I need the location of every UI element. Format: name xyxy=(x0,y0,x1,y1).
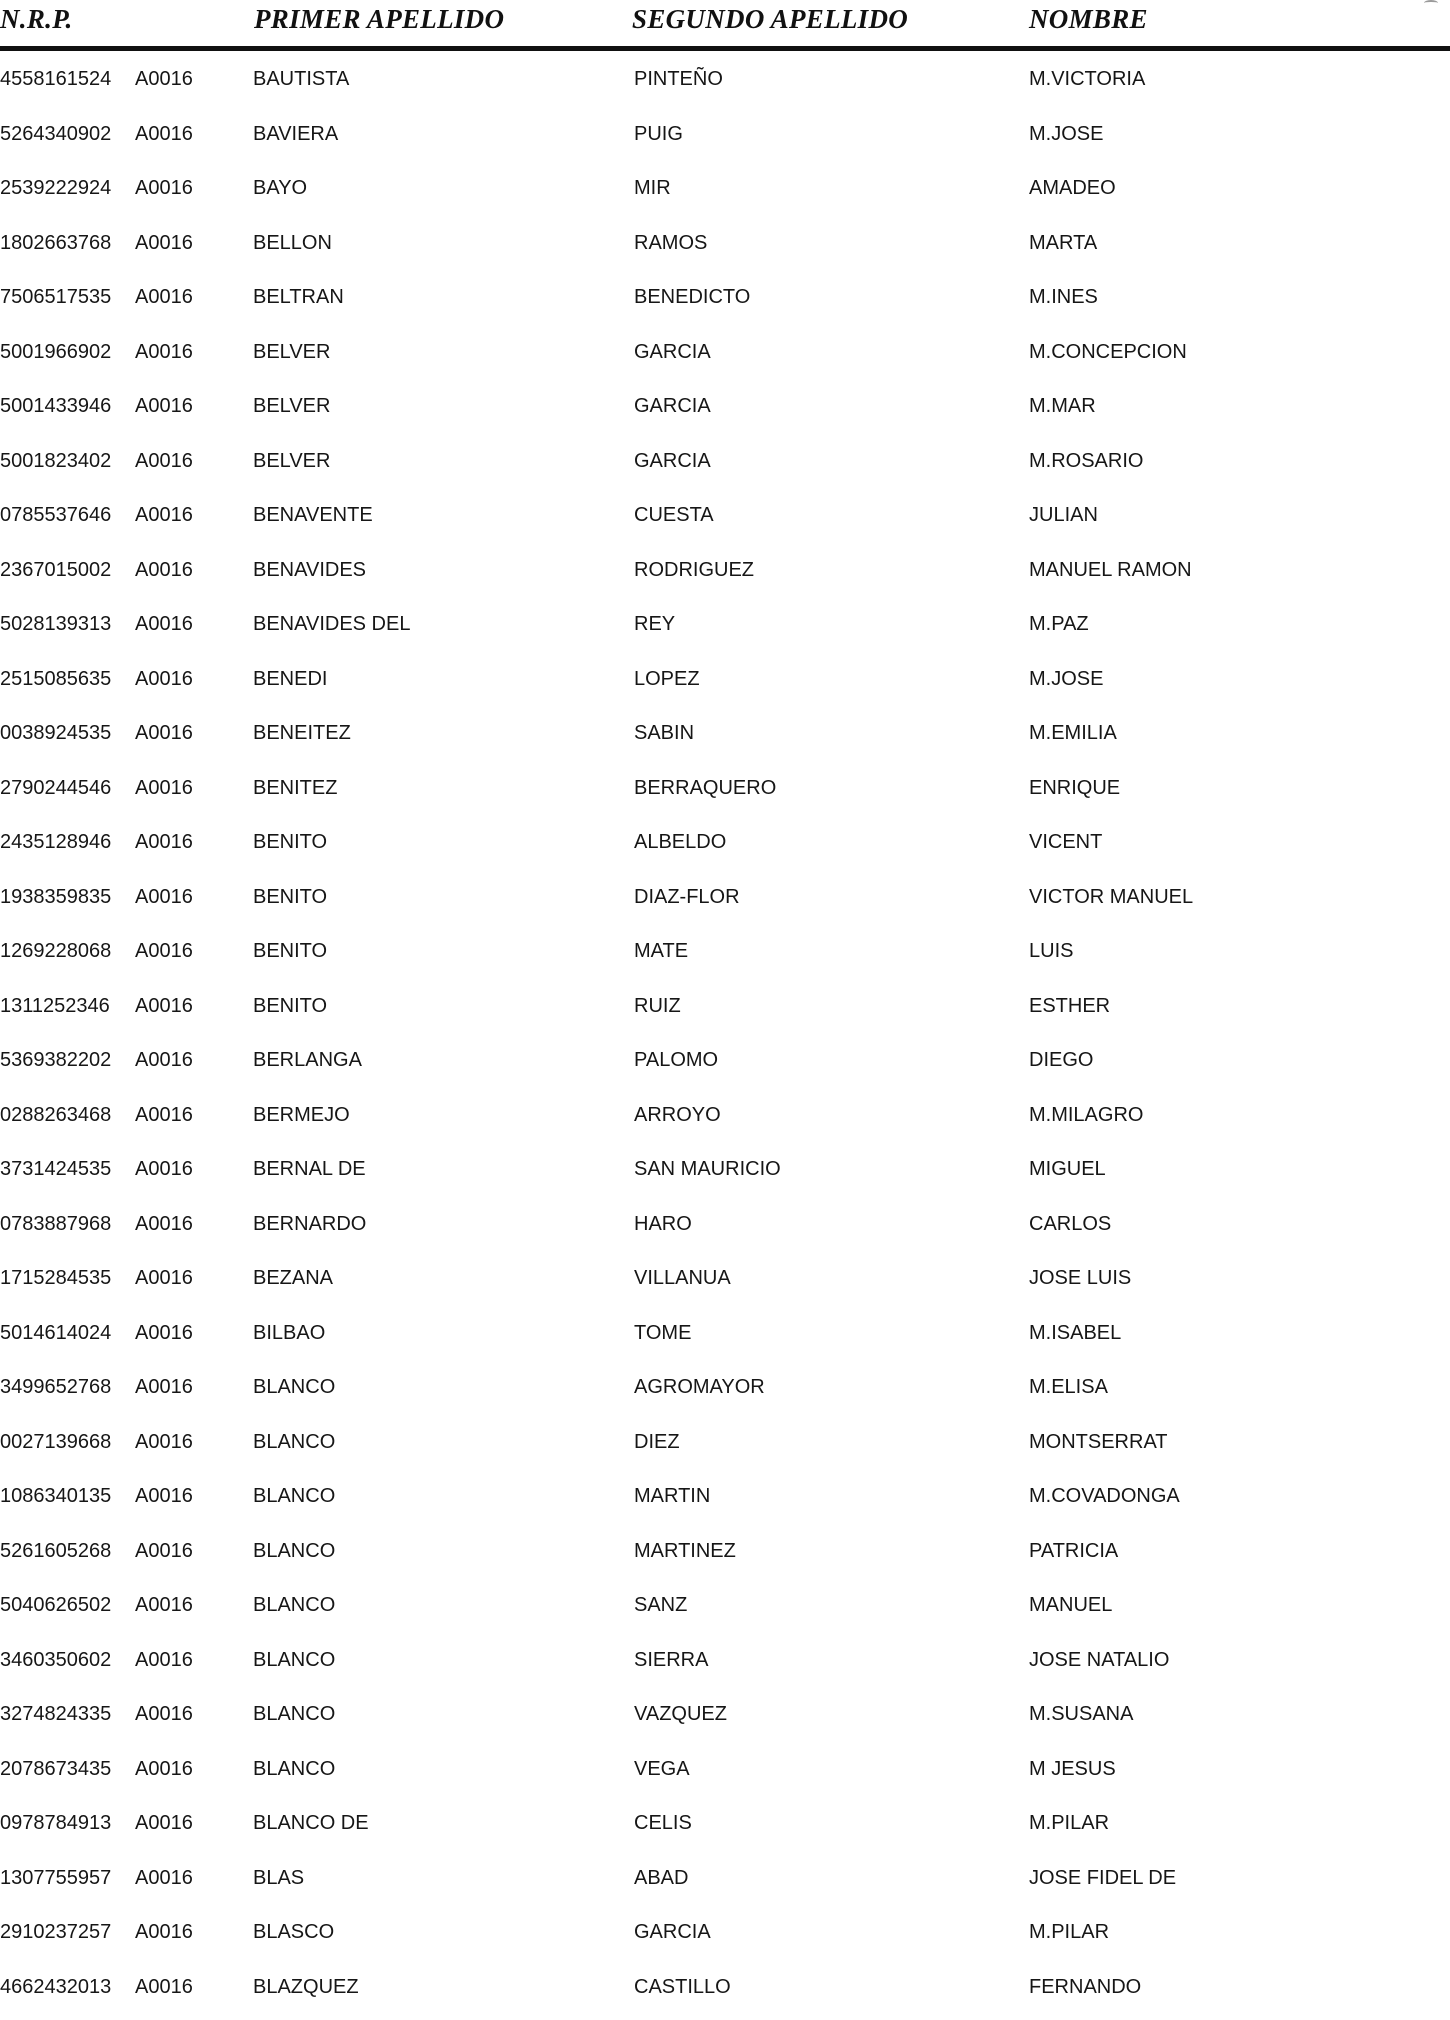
table-row xyxy=(0,1094,1450,1149)
segundo-apellido-cell: CUESTA xyxy=(634,494,714,536)
segundo-apellido-cell: ALBELDO xyxy=(634,821,726,863)
table-row xyxy=(0,1366,1450,1421)
header-primer-apellido: PRIMER APELLIDO xyxy=(254,4,504,35)
nrp-cell: 3499652768 xyxy=(0,1366,111,1408)
segundo-apellido-cell: HARO xyxy=(634,1203,692,1245)
nombre-cell: M.JOSE xyxy=(1029,658,1103,700)
nrp-cell: 1802663768 xyxy=(0,222,111,264)
nrp-cell: 1307755957 xyxy=(0,1857,111,1899)
code-cell: A0016 xyxy=(135,1639,193,1681)
code-cell: A0016 xyxy=(135,603,193,645)
code-cell: A0016 xyxy=(135,985,193,1027)
nrp-cell: 5001823402 xyxy=(0,440,111,482)
code-cell: A0016 xyxy=(135,167,193,209)
nrp-cell: 5369382202 xyxy=(0,1039,111,1081)
nombre-cell: JOSE LUIS xyxy=(1029,1257,1131,1299)
nrp-cell: 2367015002 xyxy=(0,549,111,591)
scan-mark xyxy=(1424,0,1438,6)
nrp-cell: 1938359835 xyxy=(0,876,111,918)
primer-apellido-cell: BLANCO xyxy=(253,1693,335,1735)
segundo-apellido-cell: GARCIA xyxy=(634,440,711,482)
primer-apellido-cell: BLANCO xyxy=(253,1748,335,1790)
segundo-apellido-cell: PUIG xyxy=(634,113,683,155)
code-cell: A0016 xyxy=(135,1148,193,1190)
table-row xyxy=(0,1421,1450,1476)
primer-apellido-cell: BENITO xyxy=(253,876,327,918)
nombre-cell: MONTSERRAT xyxy=(1029,1421,1168,1463)
segundo-apellido-cell: GARCIA xyxy=(634,331,711,373)
nombre-cell: ENRIQUE xyxy=(1029,767,1120,809)
table-row xyxy=(0,712,1450,767)
code-cell: A0016 xyxy=(135,1366,193,1408)
table-row xyxy=(0,1802,1450,1857)
segundo-apellido-cell: CASTILLO xyxy=(634,1966,731,2008)
table-row xyxy=(0,385,1450,440)
nrp-cell: 2790244546 xyxy=(0,767,111,809)
code-cell: A0016 xyxy=(135,331,193,373)
nombre-cell: MARTA xyxy=(1029,222,1097,264)
code-cell: A0016 xyxy=(135,767,193,809)
code-cell: A0016 xyxy=(135,494,193,536)
segundo-apellido-cell: VAZQUEZ xyxy=(634,1693,727,1735)
segundo-apellido-cell: VEGA xyxy=(634,1748,690,1790)
code-cell: A0016 xyxy=(135,1257,193,1299)
nrp-cell: 3731424535 xyxy=(0,1148,111,1190)
primer-apellido-cell: BLANCO xyxy=(253,1530,335,1572)
primer-apellido-cell: BLANCO xyxy=(253,1639,335,1681)
primer-apellido-cell: BENITO xyxy=(253,985,327,1027)
table-row xyxy=(0,440,1450,495)
primer-apellido-cell: BLANCO DE xyxy=(253,1802,369,1844)
code-cell: A0016 xyxy=(135,821,193,863)
nrp-cell: 0038924535 xyxy=(0,712,111,754)
table-row xyxy=(0,821,1450,876)
segundo-apellido-cell: MATE xyxy=(634,930,688,972)
primer-apellido-cell: BELVER xyxy=(253,331,330,373)
primer-apellido-cell: BLASCO xyxy=(253,1911,334,1953)
segundo-apellido-cell: VILLANUA xyxy=(634,1257,731,1299)
table-row xyxy=(0,1911,1450,1966)
segundo-apellido-cell: DIAZ-FLOR xyxy=(634,876,740,918)
primer-apellido-cell: BENAVIDES DEL xyxy=(253,603,410,645)
segundo-apellido-cell: ARROYO xyxy=(634,1094,721,1136)
primer-apellido-cell: BENEITEZ xyxy=(253,712,351,754)
table-row xyxy=(0,658,1450,713)
nombre-cell: M.COVADONGA xyxy=(1029,1475,1180,1517)
nombre-cell: LUIS xyxy=(1029,930,1073,972)
segundo-apellido-cell: MARTIN xyxy=(634,1475,710,1517)
nombre-cell: M.PILAR xyxy=(1029,1911,1109,1953)
code-cell: A0016 xyxy=(135,440,193,482)
table-row xyxy=(0,494,1450,549)
table-row xyxy=(0,1584,1450,1639)
nrp-cell: 3460350602 xyxy=(0,1639,111,1681)
table-row xyxy=(0,1530,1450,1585)
code-cell: A0016 xyxy=(135,658,193,700)
nombre-cell: MANUEL xyxy=(1029,1584,1112,1626)
table-row xyxy=(0,876,1450,931)
nombre-cell: M.MILAGRO xyxy=(1029,1094,1143,1136)
nrp-cell: 5040626502 xyxy=(0,1584,111,1626)
primer-apellido-cell: BAYO xyxy=(253,167,307,209)
nombre-cell: JOSE FIDEL DE xyxy=(1029,1857,1176,1899)
segundo-apellido-cell: ABAD xyxy=(634,1857,688,1899)
nombre-cell: AMADEO xyxy=(1029,167,1116,209)
nrp-cell: 5014614024 xyxy=(0,1312,111,1354)
code-cell: A0016 xyxy=(135,113,193,155)
code-cell: A0016 xyxy=(135,1584,193,1626)
segundo-apellido-cell: RAMOS xyxy=(634,222,707,264)
nrp-cell: 1269228068 xyxy=(0,930,111,972)
nombre-cell: M.SUSANA xyxy=(1029,1693,1133,1735)
primer-apellido-cell: BLANCO xyxy=(253,1366,335,1408)
segundo-apellido-cell: SAN MAURICIO xyxy=(634,1148,781,1190)
segundo-apellido-cell: AGROMAYOR xyxy=(634,1366,765,1408)
segundo-apellido-cell: GARCIA xyxy=(634,1911,711,1953)
nombre-cell: MIGUEL xyxy=(1029,1148,1106,1190)
code-cell: A0016 xyxy=(135,1802,193,1844)
code-cell: A0016 xyxy=(135,58,193,100)
table-row xyxy=(0,58,1450,113)
nrp-cell: 2078673435 xyxy=(0,1748,111,1790)
table-row xyxy=(0,1312,1450,1367)
primer-apellido-cell: BENEDI xyxy=(253,658,327,700)
nombre-cell: FERNANDO xyxy=(1029,1966,1141,2008)
nombre-cell: M.ISABEL xyxy=(1029,1312,1121,1354)
code-cell: A0016 xyxy=(135,1475,193,1517)
primer-apellido-cell: BERNAL DE xyxy=(253,1148,366,1190)
table-row xyxy=(0,1857,1450,1912)
table-row xyxy=(0,930,1450,985)
nrp-cell: 1311252346 xyxy=(0,985,110,1027)
nrp-cell: 5261605268 xyxy=(0,1530,111,1572)
nrp-cell: 5001966902 xyxy=(0,331,111,373)
nombre-cell: M.VICTORIA xyxy=(1029,58,1145,100)
segundo-apellido-cell: GARCIA xyxy=(634,385,711,427)
table-row xyxy=(0,1475,1450,1530)
table-row xyxy=(0,113,1450,168)
nrp-cell: 2435128946 xyxy=(0,821,111,863)
table-row xyxy=(0,222,1450,277)
table-row xyxy=(0,1257,1450,1312)
primer-apellido-cell: BENAVIDES xyxy=(253,549,366,591)
nrp-cell: 0027139668 xyxy=(0,1421,111,1463)
segundo-apellido-cell: TOME xyxy=(634,1312,691,1354)
code-cell: A0016 xyxy=(135,222,193,264)
code-cell: A0016 xyxy=(135,1748,193,1790)
primer-apellido-cell: BLAZQUEZ xyxy=(253,1966,359,2008)
code-cell: A0016 xyxy=(135,930,193,972)
segundo-apellido-cell: BERRAQUERO xyxy=(634,767,776,809)
table-row xyxy=(0,603,1450,658)
primer-apellido-cell: BENITEZ xyxy=(253,767,337,809)
table-row xyxy=(0,1748,1450,1803)
segundo-apellido-cell: SABIN xyxy=(634,712,694,754)
primer-apellido-cell: BERMEJO xyxy=(253,1094,350,1136)
segundo-apellido-cell: MIR xyxy=(634,167,671,209)
primer-apellido-cell: BLANCO xyxy=(253,1475,335,1517)
nrp-cell: 0783887968 xyxy=(0,1203,111,1245)
nombre-cell: M.PAZ xyxy=(1029,603,1089,645)
nombre-cell: CARLOS xyxy=(1029,1203,1111,1245)
nombre-cell: JULIAN xyxy=(1029,494,1098,536)
nrp-cell: 0978784913 xyxy=(0,1802,111,1844)
nombre-cell: M.MAR xyxy=(1029,385,1096,427)
nrp-cell: 5001433946 xyxy=(0,385,111,427)
table-row xyxy=(0,331,1450,386)
segundo-apellido-cell: CELIS xyxy=(634,1802,692,1844)
nombre-cell: M.PILAR xyxy=(1029,1802,1109,1844)
segundo-apellido-cell: SANZ xyxy=(634,1584,687,1626)
segundo-apellido-cell: RODRIGUEZ xyxy=(634,549,754,591)
primer-apellido-cell: BEZANA xyxy=(253,1257,333,1299)
code-cell: A0016 xyxy=(135,1530,193,1572)
segundo-apellido-cell: SIERRA xyxy=(634,1639,708,1681)
header-nrp: N.R.P. xyxy=(0,4,73,35)
nrp-cell: 7506517535 xyxy=(0,276,111,318)
primer-apellido-cell: BAVIERA xyxy=(253,113,338,155)
code-cell: A0016 xyxy=(135,1094,193,1136)
primer-apellido-cell: BELVER xyxy=(253,440,330,482)
code-cell: A0016 xyxy=(135,1039,193,1081)
table-row xyxy=(0,1693,1450,1748)
nrp-cell: 2515085635 xyxy=(0,658,111,700)
nombre-cell: ESTHER xyxy=(1029,985,1110,1027)
table-row xyxy=(0,767,1450,822)
nrp-cell: 5028139313 xyxy=(0,603,111,645)
primer-apellido-cell: BELTRAN xyxy=(253,276,344,318)
nrp-cell: 2910237257 xyxy=(0,1911,111,1953)
nombre-cell: M.ELISA xyxy=(1029,1366,1108,1408)
table-body xyxy=(0,58,1450,2020)
segundo-apellido-cell: BENEDICTO xyxy=(634,276,750,318)
primer-apellido-cell: BLANCO xyxy=(253,1584,335,1626)
table-row xyxy=(0,985,1450,1040)
code-cell: A0016 xyxy=(135,1312,193,1354)
header-nombre: NOMBRE xyxy=(1029,4,1148,35)
code-cell: A0016 xyxy=(135,276,193,318)
nrp-cell: 4662432013 xyxy=(0,1966,111,2008)
nombre-cell: M.ROSARIO xyxy=(1029,440,1143,482)
nombre-cell: VICTOR MANUEL xyxy=(1029,876,1193,918)
nombre-cell: MANUEL RAMON xyxy=(1029,549,1192,591)
segundo-apellido-cell: RUIZ xyxy=(634,985,681,1027)
primer-apellido-cell: BLAS xyxy=(253,1857,304,1899)
segundo-apellido-cell: MARTINEZ xyxy=(634,1530,736,1572)
nombre-cell: M.EMILIA xyxy=(1029,712,1117,754)
table-row xyxy=(0,549,1450,604)
table-row xyxy=(0,1203,1450,1258)
segundo-apellido-cell: PALOMO xyxy=(634,1039,718,1081)
primer-apellido-cell: BELLON xyxy=(253,222,332,264)
code-cell: A0016 xyxy=(135,1693,193,1735)
primer-apellido-cell: BERNARDO xyxy=(253,1203,366,1245)
code-cell: A0016 xyxy=(135,876,193,918)
nrp-cell: 0785537646 xyxy=(0,494,111,536)
table-row xyxy=(0,1639,1450,1694)
nrp-cell: 5264340902 xyxy=(0,113,111,155)
table-row xyxy=(0,1148,1450,1203)
nrp-cell: 1086340135 xyxy=(0,1475,111,1517)
nrp-cell: 0288263468 xyxy=(0,1094,111,1136)
nrp-cell: 1715284535 xyxy=(0,1257,111,1299)
table-header xyxy=(0,0,1450,44)
nrp-cell: 3274824335 xyxy=(0,1693,111,1735)
primer-apellido-cell: BILBAO xyxy=(253,1312,325,1354)
nombre-cell: M.CONCEPCION xyxy=(1029,331,1187,373)
table-row xyxy=(0,276,1450,331)
segundo-apellido-cell: DIEZ xyxy=(634,1421,680,1463)
code-cell: A0016 xyxy=(135,1857,193,1899)
segundo-apellido-cell: REY xyxy=(634,603,675,645)
segundo-apellido-cell: LOPEZ xyxy=(634,658,700,700)
primer-apellido-cell: BENITO xyxy=(253,821,327,863)
nombre-cell: PATRICIA xyxy=(1029,1530,1118,1572)
header-segundo-apellido: SEGUNDO APELLIDO xyxy=(632,4,908,35)
nombre-cell: M.INES xyxy=(1029,276,1098,318)
table-row xyxy=(0,1966,1450,2020)
table-row xyxy=(0,167,1450,222)
primer-apellido-cell: BAUTISTA xyxy=(253,58,349,100)
header-rule xyxy=(0,46,1450,51)
table-row xyxy=(0,1039,1450,1094)
primer-apellido-cell: BERLANGA xyxy=(253,1039,362,1081)
primer-apellido-cell: BENITO xyxy=(253,930,327,972)
nombre-cell: M JESUS xyxy=(1029,1748,1116,1790)
primer-apellido-cell: BENAVENTE xyxy=(253,494,373,536)
nombre-cell: VICENT xyxy=(1029,821,1102,863)
primer-apellido-cell: BELVER xyxy=(253,385,330,427)
code-cell: A0016 xyxy=(135,385,193,427)
segundo-apellido-cell: PINTEÑO xyxy=(634,58,723,100)
nrp-cell: 4558161524 xyxy=(0,58,111,100)
code-cell: A0016 xyxy=(135,1421,193,1463)
code-cell: A0016 xyxy=(135,1203,193,1245)
nombre-cell: M.JOSE xyxy=(1029,113,1103,155)
code-cell: A0016 xyxy=(135,549,193,591)
nombre-cell: JOSE NATALIO xyxy=(1029,1639,1169,1681)
code-cell: A0016 xyxy=(135,712,193,754)
primer-apellido-cell: BLANCO xyxy=(253,1421,335,1463)
nombre-cell: DIEGO xyxy=(1029,1039,1093,1081)
code-cell: A0016 xyxy=(135,1911,193,1953)
code-cell: A0016 xyxy=(135,1966,193,2008)
nrp-cell: 2539222924 xyxy=(0,167,111,209)
